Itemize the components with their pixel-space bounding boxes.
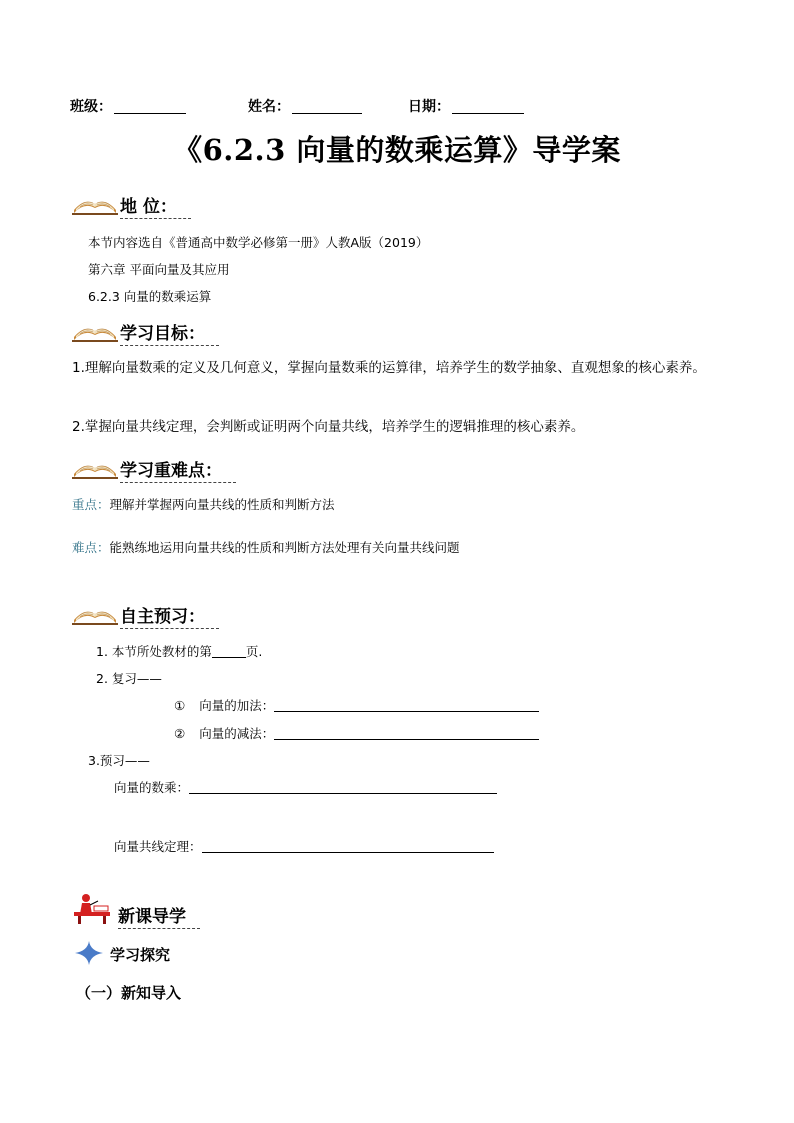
preview-item-3: 3.预习—— bbox=[88, 753, 150, 768]
class-label: 班级： bbox=[70, 99, 112, 115]
part-one-heading: （一）新知导入 bbox=[76, 984, 182, 1002]
page-number-blank[interactable] bbox=[212, 644, 246, 658]
scalar-multiplication-row bbox=[114, 779, 497, 797]
section-preview-heading bbox=[72, 598, 272, 632]
preview-item-1-suffix: 页. bbox=[245, 644, 263, 659]
open-book-icon bbox=[72, 190, 118, 216]
open-book-icon bbox=[72, 317, 118, 343]
name-blank[interactable] bbox=[292, 99, 362, 114]
review-subtraction-marker: ② bbox=[174, 726, 186, 741]
collinear-theorem-row bbox=[114, 838, 494, 856]
focus-text: 理解并掌握两向量共线的性质和判断方法 bbox=[109, 497, 335, 512]
addition-answer-blank[interactable] bbox=[274, 698, 539, 712]
date-field[interactable] bbox=[408, 96, 524, 116]
section-new-lesson-heading bbox=[72, 892, 272, 926]
section-new-lesson-title: 新课导学 bbox=[118, 902, 200, 929]
review-addition-marker: ① bbox=[174, 698, 186, 713]
review-addition-row bbox=[174, 697, 539, 715]
review-addition-label: 向量的加法： bbox=[199, 698, 275, 713]
star-icon bbox=[74, 940, 104, 966]
focus-label: 重点： bbox=[72, 497, 110, 512]
section-goals-title: 学习目标： bbox=[120, 319, 219, 346]
section-goals-heading bbox=[72, 315, 272, 349]
position-line-1: 本节内容选自《普通高中数学必修第一册》人教A版（2019） bbox=[88, 235, 429, 250]
collinear-theorem-label: 向量共线定理： bbox=[114, 839, 202, 854]
difficulty-line bbox=[72, 539, 460, 557]
scalar-multiplication-blank[interactable] bbox=[189, 780, 497, 794]
difficulty-text: 能熟练地运用向量共线的性质和判断方法处理有关向量共线问题 bbox=[109, 540, 460, 555]
class-blank[interactable] bbox=[114, 99, 186, 114]
section-position-heading bbox=[72, 188, 272, 222]
study-explore-title: 学习探究 bbox=[110, 946, 171, 964]
preview-item-2: 2. 复习—— bbox=[96, 671, 162, 686]
position-line-3: 6.2.3 向量的数乘运算 bbox=[88, 289, 212, 304]
section-keypoints-title: 学习重难点： bbox=[120, 456, 236, 483]
scalar-multiplication-label: 向量的数乘： bbox=[114, 780, 190, 795]
open-book-icon bbox=[72, 454, 118, 480]
open-book-icon bbox=[72, 600, 118, 626]
teacher-icon bbox=[72, 892, 112, 926]
preview-item-1 bbox=[96, 643, 262, 661]
date-blank[interactable] bbox=[452, 99, 524, 114]
name-label: 姓名： bbox=[248, 99, 290, 115]
position-line-2: 第六章 平面向量及其应用 bbox=[88, 262, 230, 277]
focus-line bbox=[72, 496, 335, 514]
preview-item-1-prefix: 1. 本节所处教材的第 bbox=[96, 644, 212, 659]
goal-item-1: 1.理解向量数乘的定义及几何意义，掌握向量数乘的运算律，培养学生的数学抽象、直观想象的核心素养。 bbox=[72, 360, 706, 376]
page-title: 《6.2.3 向量的数乘运算》导学案 bbox=[173, 133, 621, 167]
difficulty-label: 难点： bbox=[72, 540, 110, 555]
name-field[interactable] bbox=[248, 96, 362, 116]
date-label: 日期： bbox=[408, 99, 450, 115]
review-subtraction-label: 向量的减法： bbox=[199, 726, 275, 741]
class-field[interactable] bbox=[70, 96, 186, 116]
review-subtraction-row bbox=[174, 725, 539, 743]
section-keypoints-heading bbox=[72, 452, 292, 486]
section-position-title: 地 位： bbox=[120, 192, 191, 219]
goal-item-2: 2.掌握向量共线定理，会判断或证明两个向量共线，培养学生的逻辑推理的核心素养。 bbox=[72, 419, 585, 435]
section-preview-title: 自主预习： bbox=[120, 602, 219, 629]
subtraction-answer-blank[interactable] bbox=[274, 726, 539, 740]
collinear-theorem-blank[interactable] bbox=[202, 839, 494, 853]
